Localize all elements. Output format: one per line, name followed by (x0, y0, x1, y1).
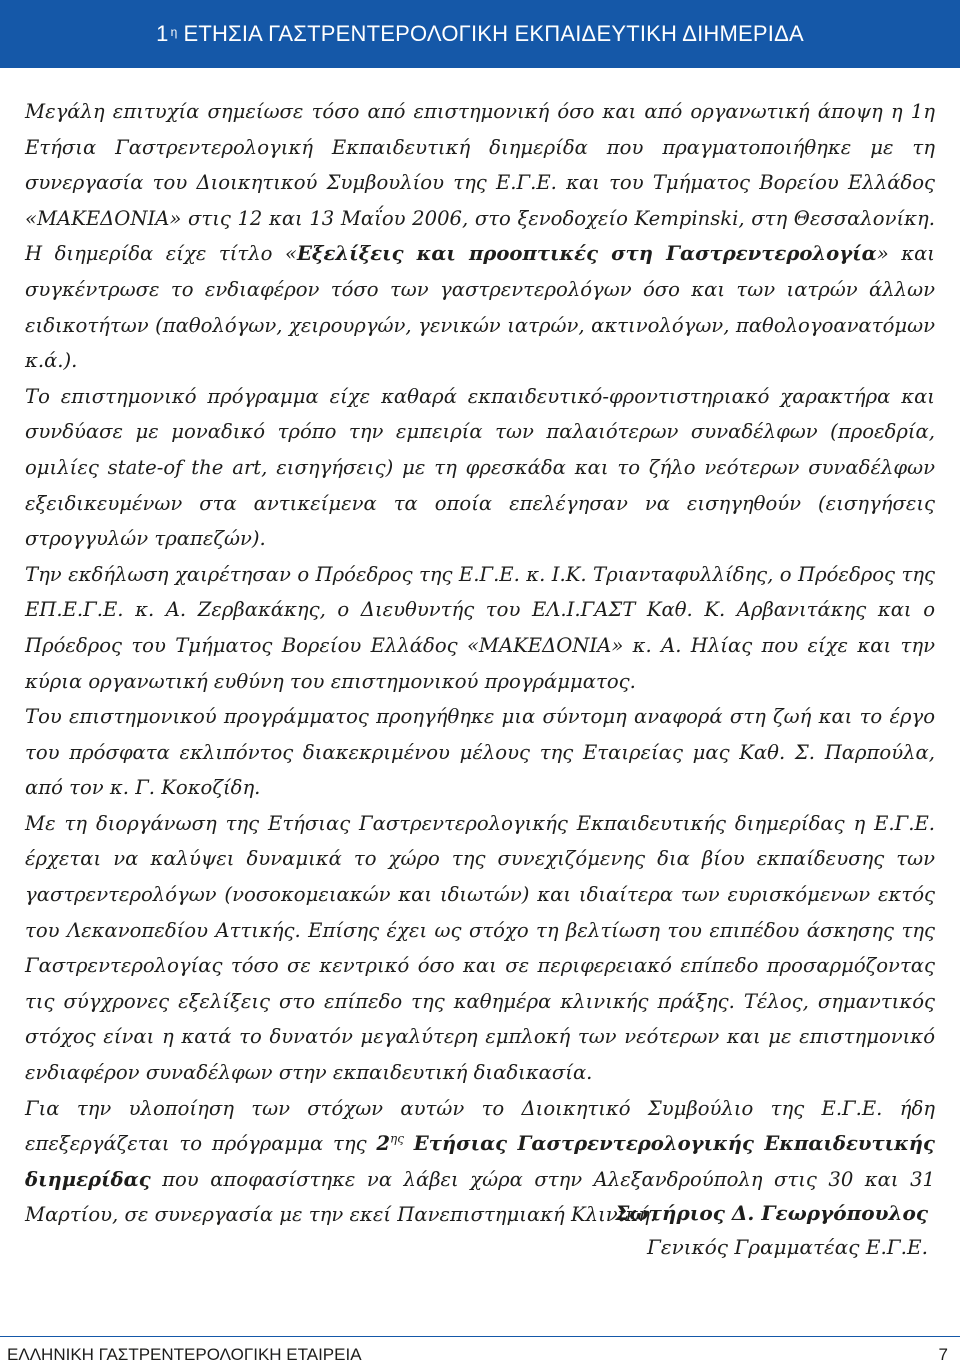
page-footer (0, 1336, 960, 1369)
intro-rest: » και συγκέντρωσε το ενδιαφέρον τόσο των γαστρεντερολόγων όσο και των ιατρών άλλων ειδικοτήτων (παθολόγων, χειρουργών, γενικών ιατρών, ακτινολόγων, παθολογοανατόμων κ.ά.). (25, 242, 935, 373)
paragraph-program: Το επιστημονικό πρόγραμμα είχε καθαρά εκπαιδευτικό-φροντιστηριακό χαρακτήρα και συνδύασε με μοναδικό τρόπο την εμπειρία των παλαιότερων συναδέλφων (προεδρία, ομιλίες state-of the art, εισηγήσεις) με τη φρεσκάδα και το ζήλο νεότερων συναδέλφων εξειδικευμένων στα αντικείμενα τα οποία επελέγησαν να εισηγηθούν (εισηγήσεις στρογγυλών τραπεζών). (25, 384, 935, 551)
page-header (0, 0, 960, 68)
event-title: Εξελίξεις και προοπτικές στη Γαστρεντερολογία (296, 242, 877, 266)
intro-text: Μεγάλη επιτυχία σημείωσε τόσο από επιστημονική όσο και από οργανωτική άποψη η 1η Ετήσια Γαστρεντερολογική Εκπαιδευτική διημερίδα που πραγματοποιήθηκε με τη συνεργασία του Διοικητικού Συμβουλίου της Ε.Γ.Ε. και του Τμήματος Βορείου Ελλάδος «ΜΑΚΕΔΟΝΙΑ» στις 12 και 13 Μαΐου 2006, στο ξενοδοχείο Kempinski, στη Θεσσαλονίκη. Η διημερίδα είχε τίτλο « (25, 100, 935, 266)
header-title: ΕΤΗΣΙΑ ΓΑΣΤΡΕΝΤΕΡΟΛΟΓΙΚΗ ΕΚΠΑΙΔΕΥΤΙΚΗ ΔΙΗΜΕΡΙΔΑ (183, 21, 804, 46)
header-number: 1 (156, 21, 169, 46)
paragraph-intro (25, 94, 935, 379)
header-ordinal: η (170, 25, 178, 39)
next-event-rest: που αποφασίστηκε να λάβει χώρα στην Αλεξανδρούπολη στις 30 και 31 Μαρτίου, σε συνεργασία με την εκεί Πανεπιστημιακή Κλινική. (25, 1167, 935, 1227)
page-number: 7 (938, 1345, 948, 1364)
signature-role: Γενικός Γραμματέας Ε.Γ.Ε. (647, 1235, 928, 1259)
paragraph-greetings: Την εκδήλωση χαιρέτησαν ο Πρόεδρος της Ε.Γ.Ε. κ. Ι.Κ. Τριανταφυλλίδης, ο Πρόεδρος της ΕΠ.Ε.Γ.Ε. κ. Α. Ζερβακάκης, ο Διευθυντής του ΕΛ.Ι.ΓΑΣΤ Καθ. Κ. Αρβανιτάκης και ο Πρόεδρος του Τμήματος Βορείου Ελλάδος «ΜΑΚΕΔΟΝΙΑ» κ. Α. Ηλίας που είχε και την κύρια οργανωτική ευθύνη του επιστημονικού προγράμματος. (25, 562, 935, 693)
next-event-intro: Για την υλοποίηση των στόχων αυτών το Διοικητικό Συμβούλιο της Ε.Γ.Ε. ήδη επεξεργάζεται το πρόγραμμα της (25, 1096, 935, 1156)
next-event-ordinal: ης (390, 1131, 404, 1146)
signature-name: Σωτήριος Δ. Γεωργόπουλος (615, 1201, 928, 1225)
signature-block (615, 1196, 928, 1264)
next-event-number: 2 (376, 1132, 391, 1156)
next-event-title: Ετήσιας Γαστρεντερολογικής Εκπαιδευτικής διημερίδας (25, 1132, 935, 1191)
footer-organization: ΕΛΛΗΝΙΚΗ ΓΑΣΤΡΕΝΤΕΡΟΛΟΓΙΚΗ ΕΤΑΙΡΕΙΑ (7, 1345, 362, 1364)
paragraph-goals: Με τη διοργάνωση της Ετήσιας Γαστρεντερολογικής Εκπαιδευτικής διημερίδας η Ε.Γ.Ε. έρχεται να καλύψει δυναμικά το χώρο της συνεχιζόμενης δια βίου εκπαίδευσης των γαστρεντερολόγων (νοσοκομειακών και ιδιωτών) και ιδιαίτερα των ευρισκόμενων εκτός του Λεκανοπεδίου Αττικής. Επίσης έχει ως στόχο τη βελτίωση του επιπέδου άσκησης της Γαστρεντερολογίας τόσο σε κεντρικό όσο και σε περιφερειακό επίπεδο προσαρμόζοντας τις σύγχρονες εξελίξεις στο επίπεδο της καθημέρα κλινικής πράξης. Τέλος, σημαντικός στόχος είναι η κατά το δυνατόν μεγαλύτερη εμπλοκή των νεότερων και με επιστημονικό ενδιαφέρον συναδέλφων στην εκπαιδευτική διαδικασία. (25, 811, 935, 1085)
article-body (25, 94, 935, 1233)
paragraph-tribute: Του επιστημονικού προγράμματος προηγήθηκε μια σύντομη αναφορά στη ζωή και το έργο του πρόσφατα εκλιπόντος διακεκριμένου μέλους της Εταιρείας μας Καθ. Σ. Παρπούλα, από τον κ. Γ. Κοκοζίδη. (25, 705, 935, 800)
